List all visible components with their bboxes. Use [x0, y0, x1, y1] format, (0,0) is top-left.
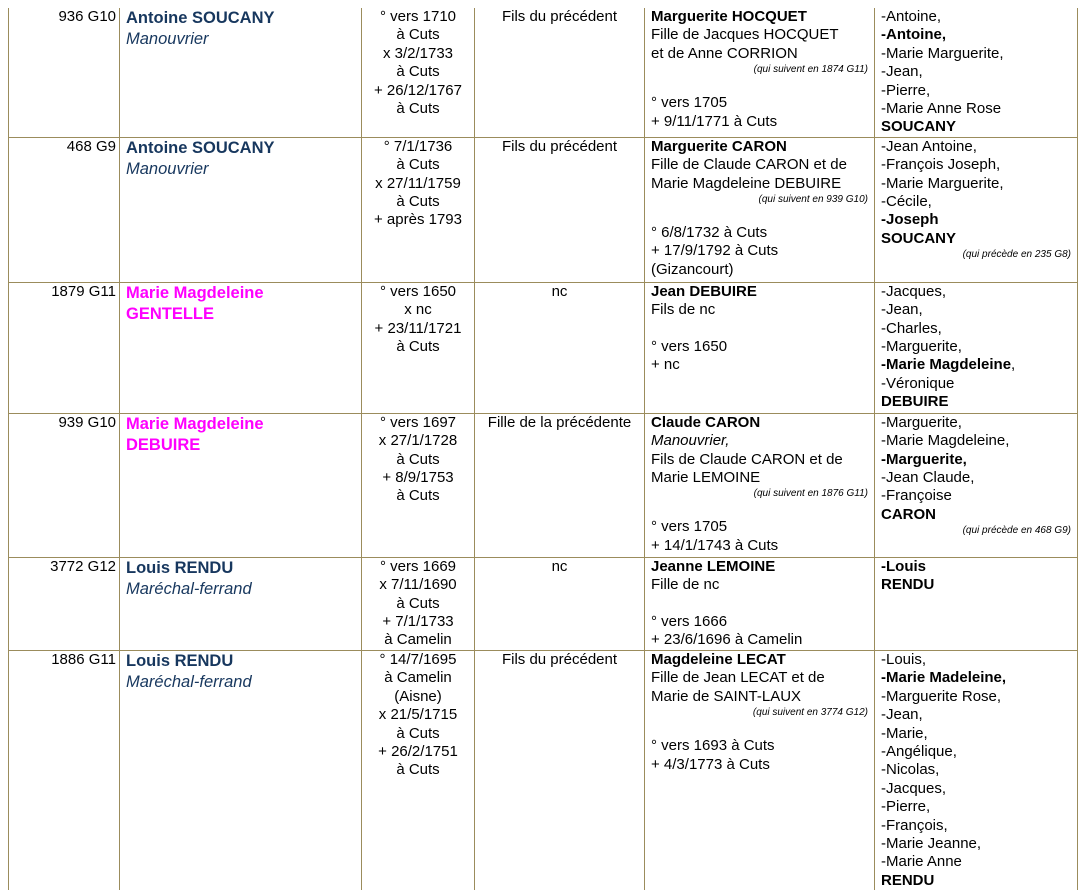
child-item: -Véronique: [881, 374, 955, 392]
child-item: -François,: [881, 816, 948, 834]
dates-cell: [362, 557, 475, 650]
date-line: à Cuts: [396, 193, 440, 211]
date-line: à Cuts: [396, 761, 440, 779]
spouse-occupation: Manouvrier,: [651, 432, 730, 450]
date-line: (Aisne): [394, 687, 442, 705]
person-cell: [120, 282, 362, 413]
child-item: -Marie Marguerite,: [881, 174, 1004, 192]
date-line: à Cuts: [396, 724, 440, 742]
person-cell: [120, 8, 362, 137]
spouse-note: (qui suivent en 1876 G11): [753, 488, 868, 500]
table-row: [9, 650, 1078, 890]
child-item: -Cécile,: [881, 193, 932, 211]
spouse-parent-line: Fils de nc: [651, 301, 716, 319]
spouse-parent-line: Marie LEMOINE: [651, 469, 761, 487]
relation-cell: nc: [475, 282, 645, 413]
spouse-parent-line: Fille de Claude CARON et de: [651, 156, 847, 174]
date-line: x 7/11/1690: [379, 576, 457, 594]
children-cell: [875, 137, 1078, 282]
spouse-cell: [645, 413, 875, 557]
child-item: -Marguerite Rose,: [881, 687, 1002, 705]
spouse-parent-line: Fille de Jean LECAT et de: [651, 669, 825, 687]
relation-cell: Fils du précédent: [475, 8, 645, 137]
child-item: -Nicolas,: [881, 761, 940, 779]
date-line: à Camelin: [384, 631, 452, 649]
spouse-date: ° vers 1705: [651, 518, 728, 536]
date-line: à Cuts: [396, 100, 440, 118]
children-cell: [875, 557, 1078, 650]
children-cell: [875, 8, 1078, 137]
spouse-date: + 23/6/1696 à Camelin: [651, 631, 803, 649]
child-item: -Jean Claude,: [881, 469, 975, 487]
generation-id: 1879 G11: [9, 282, 120, 413]
person-surname: DEBUIRE: [126, 435, 201, 454]
family-surname: SOUCANY: [881, 118, 957, 136]
dates-cell: [362, 137, 475, 282]
spouse-cell: [645, 650, 875, 890]
spouse-parent-line: Fils de Claude CARON et de: [651, 450, 843, 468]
spouse-date: + 17/9/1792 à Cuts: [651, 242, 779, 260]
date-line: à Cuts: [396, 450, 440, 468]
child-item: -Pierre,: [881, 81, 931, 99]
spouse-date: (Gizancourt): [651, 260, 734, 278]
date-line: ° 7/1/1736: [383, 137, 453, 155]
date-line: ° 14/7/1695: [379, 650, 457, 668]
spouse-note: (qui suivent en 939 G10): [758, 194, 868, 206]
date-line: à Cuts: [396, 594, 440, 612]
date-line: à Cuts: [396, 156, 440, 174]
spouse-date: + 14/1/1743 à Cuts: [651, 536, 779, 554]
spouse-parent-line: Marie Magdeleine DEBUIRE: [651, 174, 842, 192]
generation-id: 468 G9: [9, 137, 120, 282]
child-item: -Joseph: [881, 211, 939, 229]
spouse-date: + 4/3/1773 à Cuts: [651, 755, 770, 773]
relation-cell: Fils du précédent: [475, 137, 645, 282]
child-item: -François Joseph,: [881, 156, 1001, 174]
child-item: -Marie Anne: [881, 853, 962, 871]
child-item: -Marie Jeanne,: [881, 834, 982, 852]
table-row: [9, 282, 1078, 413]
date-line: à Cuts: [396, 338, 440, 356]
person-name: Antoine SOUCANY: [126, 138, 275, 157]
spouse-name: Marguerite HOCQUET: [651, 8, 807, 25]
date-line: + 8/9/1753: [382, 469, 454, 487]
children-note: (qui précède en 235 G8): [962, 249, 1071, 261]
spouse-date: ° vers 1650: [651, 337, 728, 355]
child-item: -Marie Anne Rose: [881, 100, 1002, 118]
date-line: + 7/1/1733: [382, 613, 454, 631]
spouse-parent-line: Fille de Jacques HOCQUET: [651, 26, 839, 44]
person-occupation: Manouvrier: [126, 30, 209, 48]
spouse-cell: [645, 137, 875, 282]
date-line: + 26/12/1767: [373, 81, 462, 99]
child-item: -Antoine,: [881, 8, 942, 25]
spouse-name: Marguerite CARON: [651, 137, 787, 155]
family-surname: RENDU: [881, 576, 935, 594]
spouse-date: + 9/11/1771 à Cuts: [651, 112, 778, 130]
dates-cell: [362, 650, 475, 890]
genealogy-table: [8, 8, 1078, 890]
child-item: -Marie Marguerite,: [881, 44, 1004, 62]
children-cell: [875, 413, 1078, 557]
child-item: -Jean Antoine,: [881, 137, 977, 155]
child-name-bold: -Marie Magdeleine: [881, 356, 1012, 374]
person-name: Marie Magdeleine: [126, 414, 264, 433]
date-line: ° vers 1669: [379, 557, 457, 575]
person-surname: GENTELLE: [126, 304, 215, 323]
family-surname: SOUCANY: [881, 229, 957, 247]
spouse-name: Magdeleine LECAT: [651, 650, 786, 668]
dates-cell: [362, 8, 475, 137]
table-row: [9, 413, 1078, 557]
date-line: x 27/11/1759: [375, 174, 461, 192]
date-line: + 26/2/1751: [378, 742, 458, 760]
date-line: à Cuts: [396, 26, 440, 44]
person-occupation: Maréchal-ferrand: [126, 579, 252, 598]
child-item: -Angélique,: [881, 742, 957, 760]
child-item: [881, 356, 1071, 374]
relation-cell: nc: [475, 557, 645, 650]
person-occupation: Maréchal-ferrand: [126, 672, 252, 691]
spouse-cell: [645, 282, 875, 413]
person-cell: [120, 413, 362, 557]
generation-id: 939 G10: [9, 413, 120, 557]
relation-cell: Fille de la précédente: [475, 413, 645, 557]
child-item: -Pierre,: [881, 798, 931, 816]
spouse-name: Claude CARON: [651, 413, 761, 431]
person-name: Louis RENDU: [126, 558, 234, 577]
spouse-name: Jean DEBUIRE: [651, 282, 757, 300]
person-name: Louis RENDU: [126, 651, 234, 670]
child-item: -Marguerite,: [881, 450, 967, 468]
dates-cell: [362, 413, 475, 557]
spouse-date: + nc: [651, 356, 680, 374]
child-item: -Louis: [881, 557, 926, 575]
children-cell: [875, 650, 1078, 890]
spouse-date: ° vers 1666: [651, 612, 728, 630]
table-row: [9, 8, 1078, 137]
person-cell: [120, 557, 362, 650]
child-item: -Marguerite,: [881, 413, 962, 431]
child-item: -Jean,: [881, 301, 923, 319]
child-item: -Charles,: [881, 319, 942, 337]
children-cell: [875, 282, 1078, 413]
date-line: à Camelin: [384, 669, 452, 687]
child-item: -Jean,: [881, 706, 923, 724]
child-item: -Jacques,: [881, 779, 947, 797]
date-line: ° vers 1697: [379, 413, 457, 431]
spouse-date: ° 6/8/1732 à Cuts: [651, 224, 768, 242]
date-line: ° vers 1650: [379, 282, 457, 300]
spouse-cell: [645, 557, 875, 650]
child-item: -Françoise: [881, 487, 952, 505]
family-surname: CARON: [881, 505, 936, 523]
table-row: [9, 557, 1078, 650]
child-item: -Jacques,: [881, 282, 947, 300]
date-line: x nc: [404, 301, 432, 319]
person-occupation: Manouvrier: [126, 159, 209, 178]
child-item: -Louis,: [881, 650, 927, 668]
family-surname: RENDU: [881, 871, 935, 889]
generation-id: 3772 G12: [9, 557, 120, 650]
relation-cell: Fils du précédent: [475, 650, 645, 890]
spouse-date: ° vers 1693 à Cuts: [651, 737, 775, 755]
spouse-note: (qui suivent en 1874 G11): [753, 64, 868, 76]
spouse-note: (qui suivent en 3774 G12): [752, 707, 868, 719]
children-note: (qui précède en 468 G9): [962, 525, 1071, 537]
family-surname: DEBUIRE: [881, 393, 949, 411]
date-line: à Cuts: [396, 63, 440, 81]
child-comma: ,: [1011, 356, 1016, 374]
child-item: -Jean,: [881, 63, 923, 81]
date-line: + 23/11/1721: [374, 319, 462, 337]
child-item: -Marie,: [881, 724, 928, 742]
generation-id: 1886 G11: [9, 650, 120, 890]
child-item: -Marie Madeleine,: [881, 669, 1007, 687]
person-name: Marie Magdeleine: [126, 283, 264, 302]
table-row: [9, 137, 1078, 282]
spouse-cell: [645, 8, 875, 137]
dates-cell: [362, 282, 475, 413]
date-line: ° vers 1710: [379, 8, 457, 25]
date-line: + après 1793: [374, 211, 462, 229]
child-item: -Antoine,: [881, 26, 946, 44]
spouse-date: ° vers 1705: [651, 94, 728, 112]
spouse-parent-line: Marie de SAINT-LAUX: [651, 687, 802, 705]
spouse-parent-line: Fille de nc: [651, 576, 720, 594]
child-item: -Marie Magdeleine,: [881, 432, 1010, 450]
spouse-name: Jeanne LEMOINE: [651, 557, 776, 575]
date-line: x 27/1/1728: [378, 432, 458, 450]
person-cell: [120, 650, 362, 890]
date-line: x 3/2/1733: [382, 44, 454, 62]
date-line: à Cuts: [396, 487, 440, 505]
date-line: x 21/5/1715: [378, 706, 458, 724]
person-name: Antoine SOUCANY: [126, 9, 275, 27]
generation-id: 936 G10: [9, 8, 120, 137]
person-cell: [120, 137, 362, 282]
spouse-parent-line: et de Anne CORRION: [651, 44, 798, 62]
child-item: -Marguerite,: [881, 338, 962, 356]
